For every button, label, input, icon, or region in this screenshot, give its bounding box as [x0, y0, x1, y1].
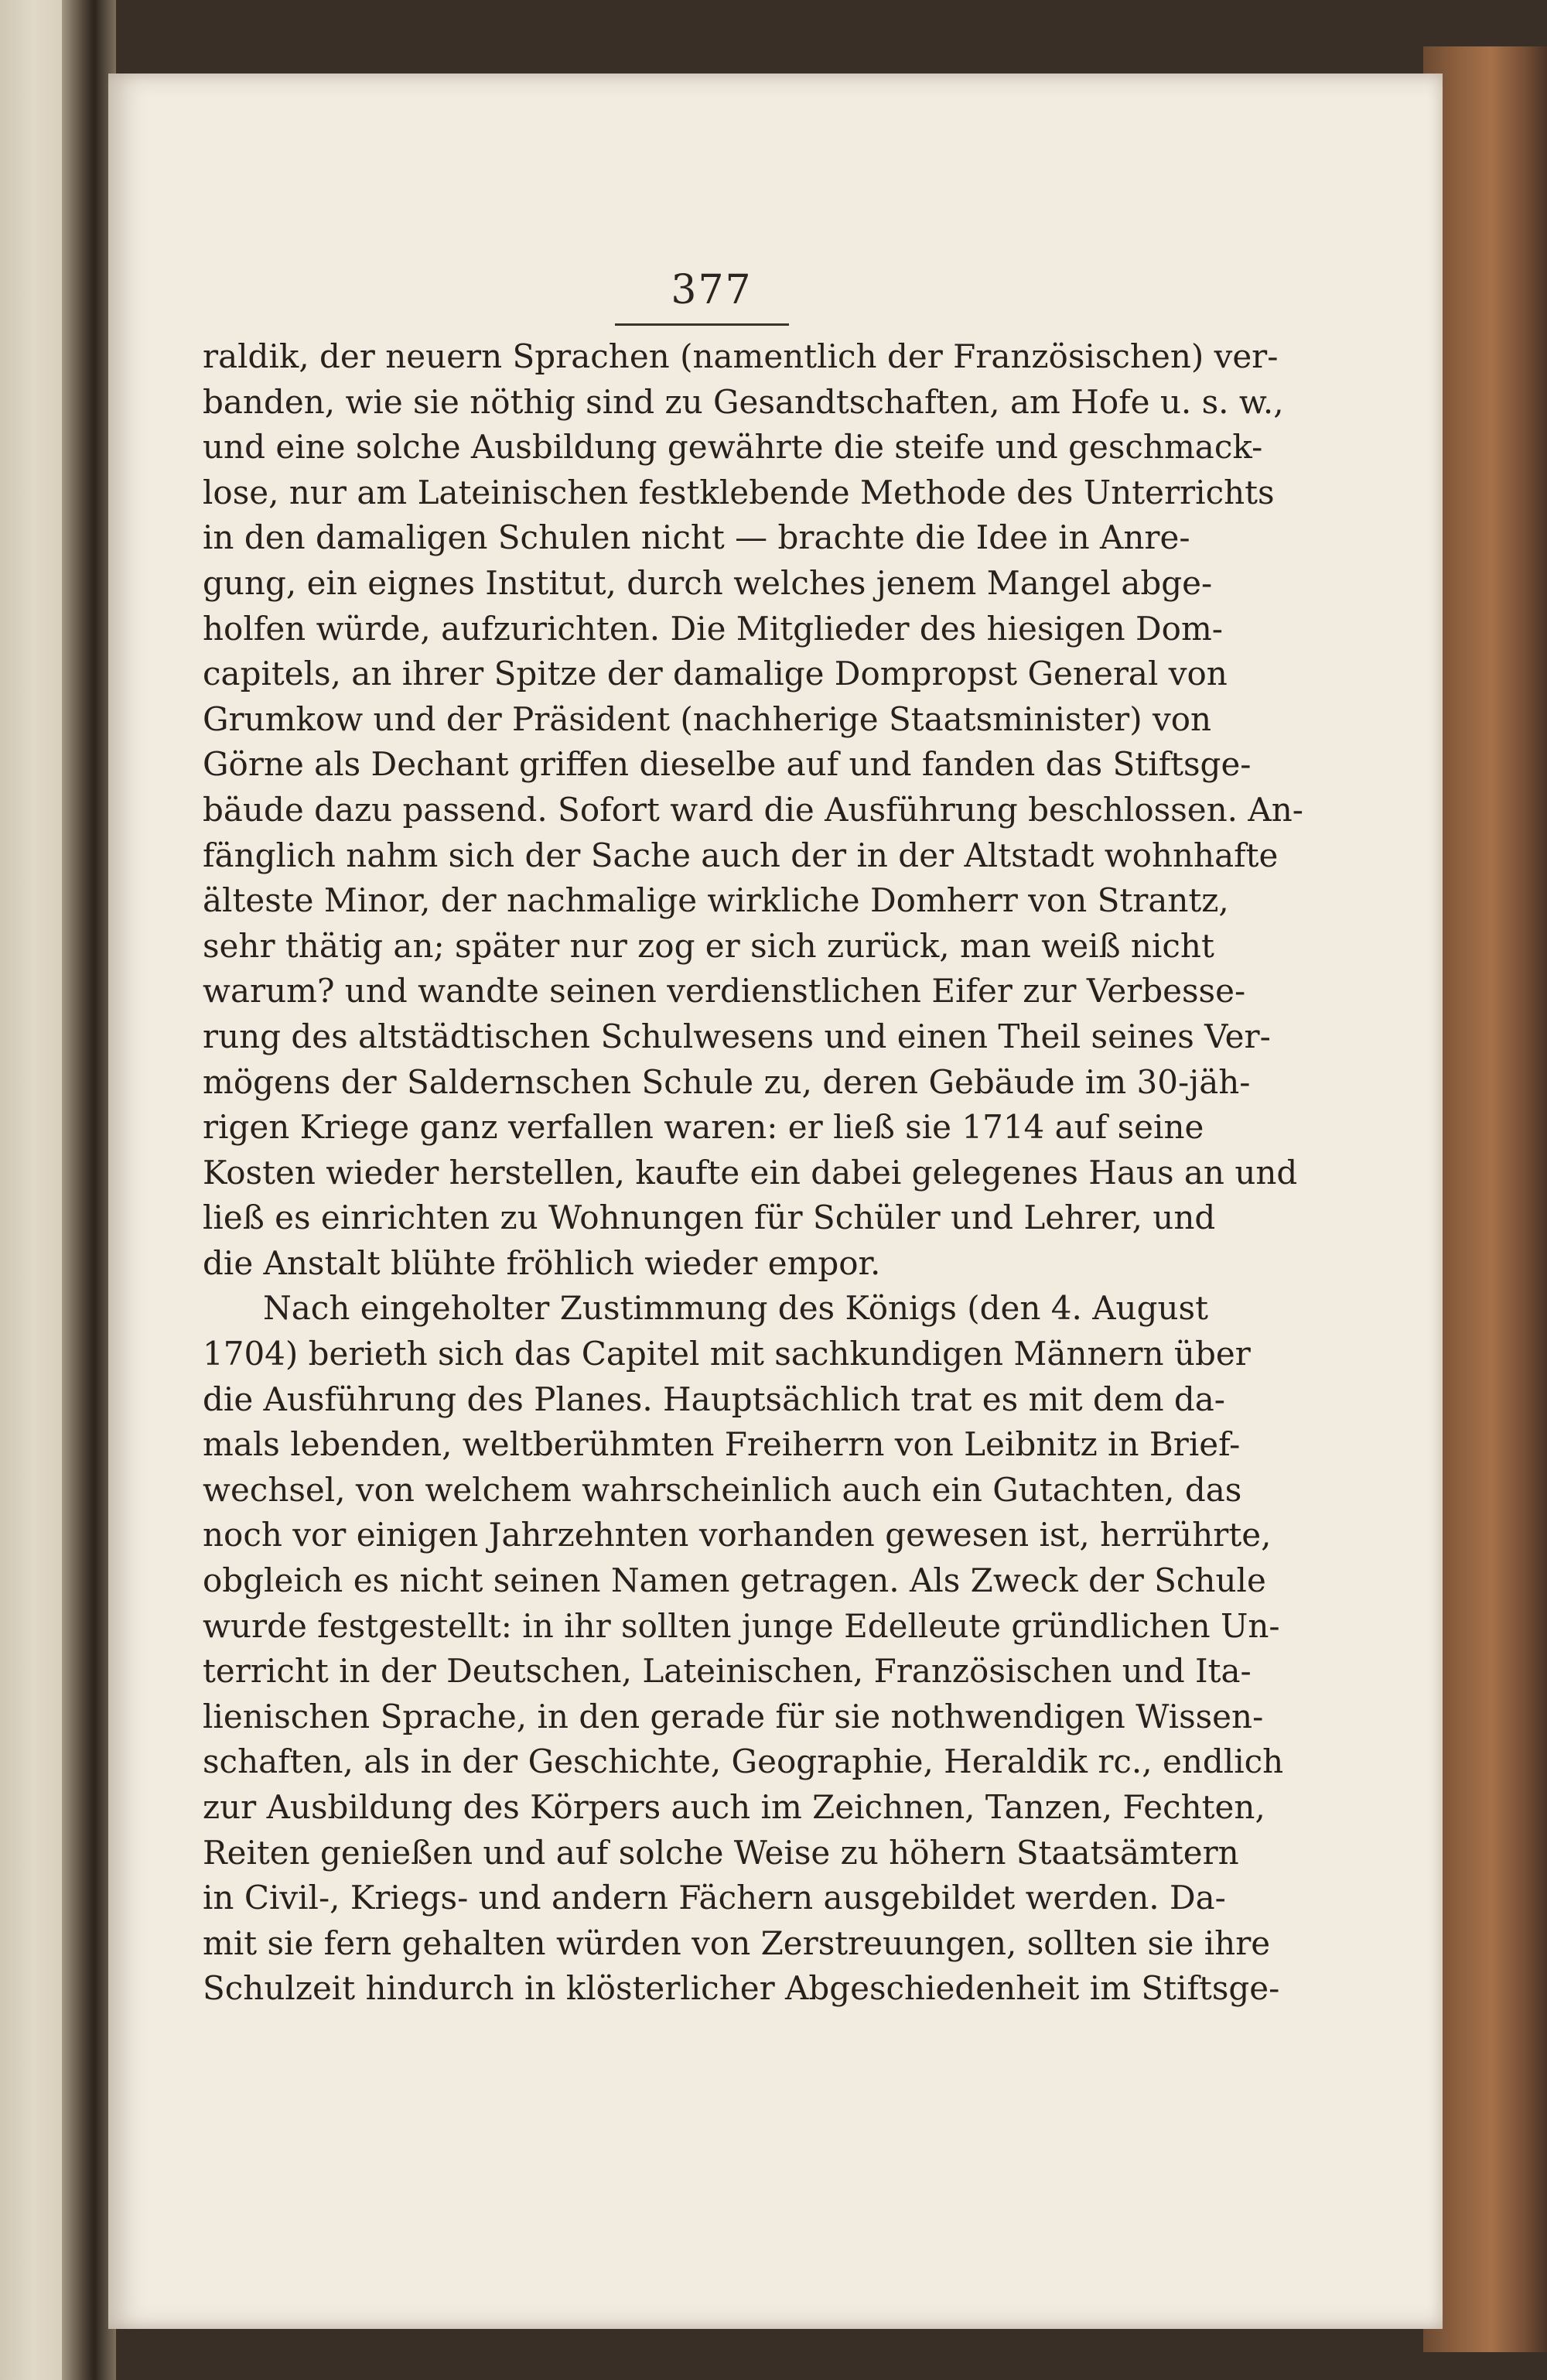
- text-line: banden, wie sie nöthig sind zu Gesandtschaften, am Hofe u. s. w.,: [203, 382, 1284, 421]
- text-line: mögens der Saldernschen Schule zu, deren Gebäude im 30-jäh-: [203, 1062, 1251, 1101]
- text-line: Görne als Dechant griffen dieselbe auf und fanden das Stiftsge-: [203, 745, 1252, 784]
- text-line: zur Ausbildung des Körpers auch im Zeichnen, Tanzen, Fechten,: [203, 1788, 1265, 1826]
- text-line: in den damaligen Schulen nicht — brachte die Idee in Anre-: [203, 518, 1190, 557]
- text-line: Kosten wieder herstellen, kaufte ein dabei gelegenes Haus an und: [203, 1153, 1298, 1192]
- text-line: die Ausführung des Planes. Hauptsächlich trat es mit dem da-: [203, 1380, 1225, 1418]
- text-line: mals lebenden, weltberühmten Freiherrn von Leibnitz in Brief-: [203, 1425, 1241, 1464]
- text-line: Nach eingeholter Zustimmung des Königs (den 4. August: [263, 1289, 1208, 1328]
- text-line: Grumkow und der Präsident (nachherige Staatsminister) von: [203, 699, 1212, 738]
- text-line: rigen Kriege ganz verfallen waren: er ließ sie 1714 auf seine: [203, 1108, 1204, 1147]
- text-line: wechsel, von welchem wahrscheinlich auch ein Gutachten, das: [203, 1470, 1242, 1509]
- text-line: 1704) berieth sich das Capitel mit sachkundigen Männern über: [203, 1335, 1251, 1373]
- text-line: gung, ein eignes Institut, durch welches jenem Mangel abge-: [203, 563, 1213, 602]
- text-line: raldik, der neuern Sprachen (namentlich der Französischen) ver-: [203, 337, 1279, 375]
- text-line: Schulzeit hindurch in klösterlicher Abgeschiedenheit im Stiftsge-: [203, 1969, 1280, 2008]
- page-number: 377: [671, 267, 753, 313]
- text-line: und eine solche Ausbildung gewährte die steife und geschmack-: [203, 428, 1263, 467]
- text-line: lienischen Sprache, in den gerade für sie nothwendigen Wissen-: [203, 1697, 1264, 1735]
- text-line: fänglich nahm sich der Sache auch der in der Altstadt wohnhafte: [203, 836, 1279, 874]
- body-text: [203, 334, 1303, 2012]
- text-line: Reiten genießen und auf solche Weise zu höhern Staatsämtern: [203, 1833, 1239, 1872]
- text-line: warum? und wandte seinen verdienstlichen Eifer zur Verbesse-: [203, 972, 1246, 1010]
- text-line: capitels, an ihrer Spitze der damalige Dompropst General von: [203, 655, 1228, 693]
- text-line: die Anstalt blühte fröhlich wieder empor.: [203, 1243, 881, 1282]
- header-rule: [615, 323, 789, 326]
- text-line: lose, nur am Lateinischen festklebende Methode des Unterrichts: [203, 473, 1275, 511]
- text-line: bäude dazu passend. Sofort ward die Ausführung beschlossen. An-: [203, 790, 1303, 829]
- text-line: obgleich es nicht seinen Namen getragen. Als Zweck der Schule: [203, 1561, 1266, 1600]
- text-line: älteste Minor, der nachmalige wirkliche Domherr von Strantz,: [203, 881, 1229, 920]
- text-line: rung des altstädtischen Schulwesens und einen Theil seines Ver-: [203, 1017, 1271, 1055]
- text-line: sehr thätig an; später nur zog er sich zurück, man weiß nicht: [203, 926, 1214, 965]
- text-line: in Civil-, Kriegs- und andern Fächern ausgebildet werden. Da-: [203, 1879, 1226, 1917]
- text-line: mit sie fern gehalten würden von Zerstreuungen, sollten sie ihre: [203, 1923, 1271, 1962]
- text-line: ließ es einrichten zu Wohnungen für Schüler und Lehrer, und: [203, 1199, 1216, 1237]
- text-line: schaften, als in der Geschichte, Geographie, Heraldik rc., endlich: [203, 1742, 1284, 1781]
- text-line: wurde festgestellt: in ihr sollten junge Edelleute gründlichen Un-: [203, 1606, 1280, 1645]
- text-line: holfen würde, aufzurichten. Die Mitglieder des hiesigen Dom-: [203, 609, 1223, 648]
- text-line: terricht in der Deutschen, Lateinischen, Französischen und Ita-: [203, 1652, 1252, 1691]
- text-line: noch vor einigen Jahrzehnten vorhanden gewesen ist, herrührte,: [203, 1516, 1272, 1554]
